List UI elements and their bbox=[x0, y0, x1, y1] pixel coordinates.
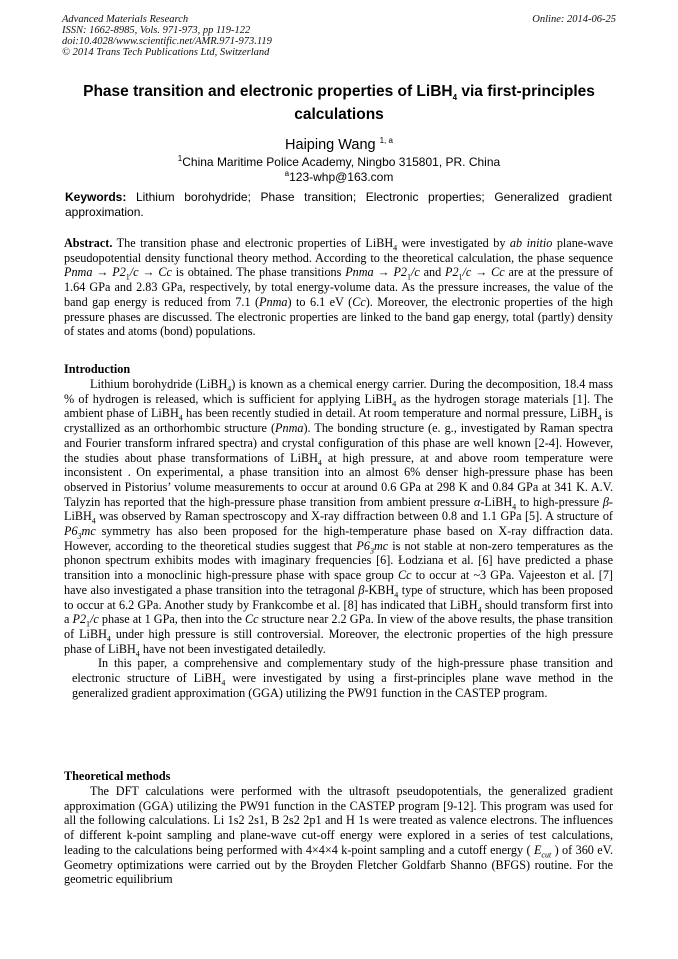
theoretical-methods-text bbox=[64, 784, 613, 887]
issn: ISSN: 1662-8985, Vols. 971-973, pp 119-122 bbox=[62, 25, 251, 36]
introduction-text bbox=[64, 377, 613, 700]
journal-header bbox=[62, 14, 616, 58]
copyright: © 2014 Trans Tech Publications Ltd, Switzerland bbox=[62, 47, 270, 58]
paper-title: Phase transition and electronic properties of LiBH$_4$ via first-principles calculations bbox=[83, 83, 595, 123]
paragraph: Lithium borohydride (LiBH$_4$) is known as a chemical energy carrier. During the decomposition, 18.4 mass % of hydrogen is released, which is sufficient for applying LiBH$_4$ as the hydrogen storage materials [1]. The ambient phase of LiBH$_4$ has been recently studied in detail. At room temperature and normal pressure, LiBH$_4$ is crystallized as an orthorhombic structure (Pnma). The bonding structure (e. g., investigated by Raman spectra and Fourier transform infrared spectra) and crystal configuration of this phase are well known [2-4]. However, the studies about phase transformations of LiBH$_4$ at high pressure, at and above room temperature were inconsistent . On experimental, a phase transition into an almost 6% denser high-pressure phase has been observed in Pistorius’ volume measurements to occur at around 0.6 GPa at 298 K and 0.84 GPa at 341 K. A.V. Talyzin has reported that the high-pressure phase transition from ambient pressure α-LiBH$_4$ to high-pressure β-LiBH$_4$ was observed by Raman spectroscopy and X-ray diffraction between 0.8 and 1.1 GPa [5]. A structure of $P6_3mc$ symmetry has also been proposed for the high-temperature phase based on X-ray diffraction data. However, according to the theoretical studies suggest that $P6_3mc$ is not stable at non-zero temperatures as the phonon spectrum exhibits modes with imaginary frequencies [6]. Łodziana et al. [6] have predicted a phase transition into a monoclinic high-pressure phase with space group Cc to occur at ~3 GPa. Vajeeston et al. [7] have also investigated a phase transition into the tetragonal $\beta-KBH_4$ type of structure, which has been proposed to occur at 6.2 GPa. Another study by Frankcombe et al. [8] has indicated that LiBH$_4$ should transform first into a $P2_1/c$ phase at 1 GPa, then into the Cc structure near 2.2 GPa. In view of the above results, the phase transition of LiBH$_4$ under high pressure is still controversial. Moreover, the electronic properties of the high pressure phase of LiBH$_4$ have not been investigated detailedly. bbox=[64, 377, 613, 659]
journal-name: Advanced Materials Research bbox=[62, 14, 189, 25]
doi: doi:10.4028/www.scientific.net/AMR.971-973.119 bbox=[62, 36, 272, 47]
abstract: Abstract. The transition phase and electronic properties of LiBH$_4$ were investigated by ab initio plane-wave pseudopotential density functional theory method. According to the theoretical calculation, the phase sequence Pnma → $P2_1/c \to Cc$ is obtained. The phase transitions Pnma → $P2_1/c$ and $P2_1/c \to Cc$ are at the pressure of 1.64 GPa and 2.83 GPa, respectively, by total energy-volume data. As the pressure increases, the value of the band gap energy is reduced from 7.1 (Pnma) to 6.1 eV (Cc). Moreover, the electronic properties of the high pressure phases are discussed. The electronic properties are linked to the band gap energy, total (partly) density of states and atoms (bond) populations. bbox=[64, 236, 614, 339]
author-email: $^a$123-whp@163.com bbox=[284, 169, 394, 184]
affiliation: $^1$China Maritime Police Academy, Ningbo 315801, PR. China bbox=[177, 154, 501, 169]
paragraph: In this paper, a comprehensive and complementary study of the high-pressure phase transition and electronic structure of LiBH$_4$ were investigated by using a first-principles plane wave method in the generalized gradient approximation (GGA) utilizing the PW91 function in the CASTEP program. bbox=[72, 656, 614, 700]
author: Haiping Wang $^{1, a}$ bbox=[285, 136, 393, 153]
keywords: Keywords: Lithium borohydride; Phase transition; Electronic properties; Generalized gradient approximation. bbox=[65, 190, 612, 219]
online-date: Online: 2014-06-25 bbox=[532, 14, 616, 25]
paragraph: The DFT calculations were performed with the ultrasoft pseudopotentials, the generalized gradient approximation (GGA) utilizing the PW91 function in the CASTEP program [9-12]. This program was used for all the following calculations. Li 1s2 2s1, B 2s2 2p1 and H 1s were treated as valence electrons. The influences of different k-point sampling and plane-wave cut-off energy were explored in a series of test calculations, leading to the calculations being performed with 4×4×4 k-point sampling and a cutoff energy ( $E_{cut}$ ) of 360 eV. Geometry optimizations were carried out by the Broyden Fletcher Goldfarb Shanno (BFGS) routine. For the geometric equilibrium bbox=[64, 784, 613, 887]
section-heading-theoretical-methods: Theoretical methods bbox=[64, 769, 171, 783]
section-heading-introduction: Introduction bbox=[64, 362, 131, 376]
abstract-label: Abstract. bbox=[64, 236, 113, 250]
